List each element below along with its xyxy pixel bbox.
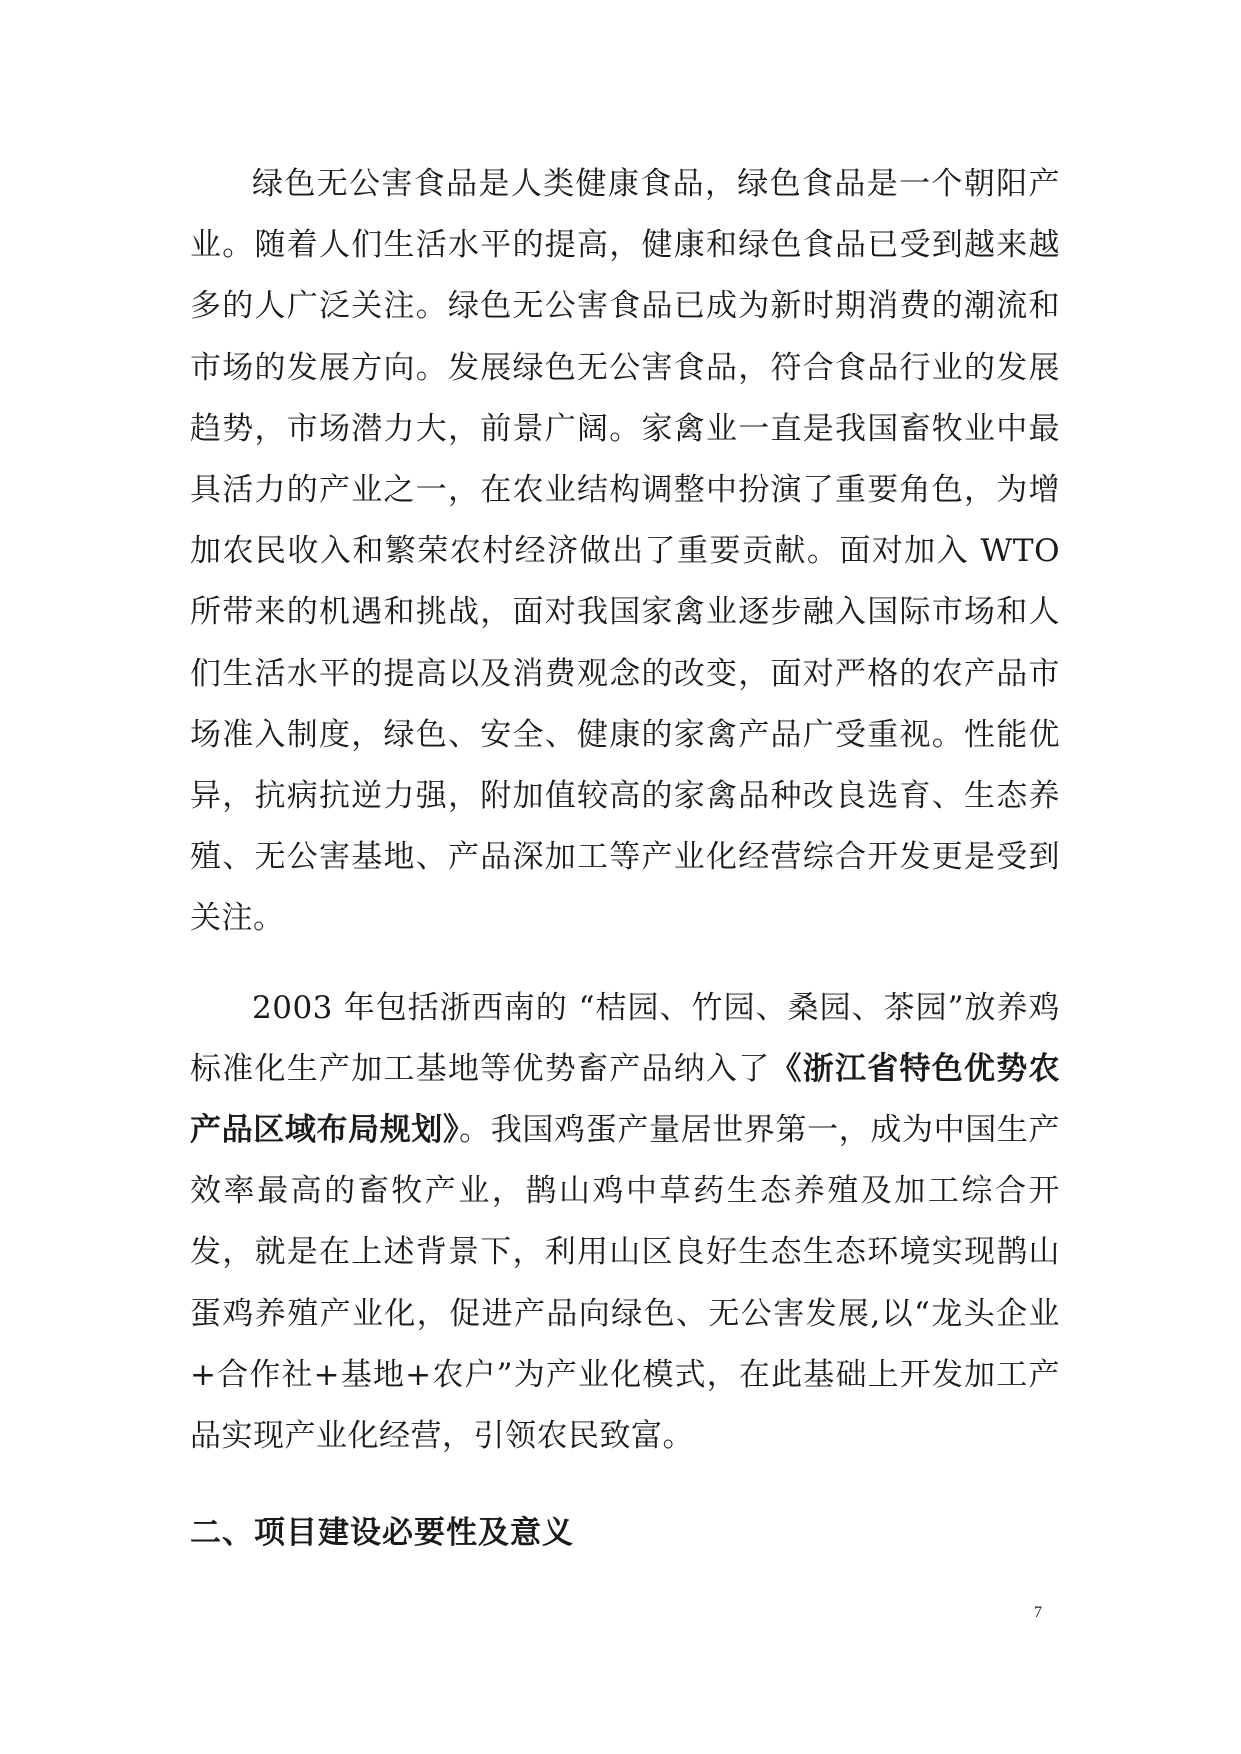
page-number: 7 bbox=[1034, 1604, 1042, 1621]
section-heading: 二、项目建设必要性及意义 bbox=[190, 1515, 574, 1552]
plan-title-bold: 《浙江省特色优势农产品区域布局规划》 bbox=[190, 1050, 1060, 1149]
document-body bbox=[190, 154, 1060, 1555]
paragraph-green-food-industry bbox=[190, 154, 1060, 950]
paragraph-2-text-end: 。我国鸡蛋产量居世界第一，成为中国生产效率最高的畜牧产业，鹊山鸡中草药生态养殖及加工综合开发，就是在上述背景下，利用山区良好生态生态环境实现鹊山蛋鸡养殖产业化，促进产品向绿色、无公害发展,以“龙头企业+合作社+基地+农户”为产业化模式，在此基础上开发加工产品实现产业化经营，引领农民致富。 bbox=[190, 1112, 1061, 1455]
paragraph-regional-plan bbox=[190, 978, 1060, 1468]
paragraph-2-text-start: 2003 年包括浙西南的 “桔园、竹园、桑园、茶园”放养鸡标准化生产加工基地等优势畜产品纳入了 bbox=[190, 989, 1060, 1087]
paragraph-1-text: 绿色无公害食品是人类健康食品，绿色食品是一个朝阳产业。随着人们生活水平的提高，健康和绿色食品已受到越来越多的人广泛关注。绿色无公害食品已成为新时期消费的潮流和市场的发展方向。发展绿色无公害食品，符合食品行业的发展趋势，市场潜力大，前景广阔。家禽业一直是我国畜牧业中最具活力的产业之一，在农业结构调整中扮演了重要角色，为增加农民收入和繁荣农村经济做出了重要贡献。面对加入 WTO 所带来的机遇和挑战，面对我国家禽业逐步融入国际市场和人们生活水平的提高以及消费观念的改变，面对严格的农产品市场准入制度，绿色、安全、健康的家禽产品广受重视。性能优异，抗病抗逆力强，附加值较高的家禽品种改良选育、生态养殖、无公害基地、产品深加工等产业化经营综合开发更是受到关注。 bbox=[190, 166, 1060, 937]
